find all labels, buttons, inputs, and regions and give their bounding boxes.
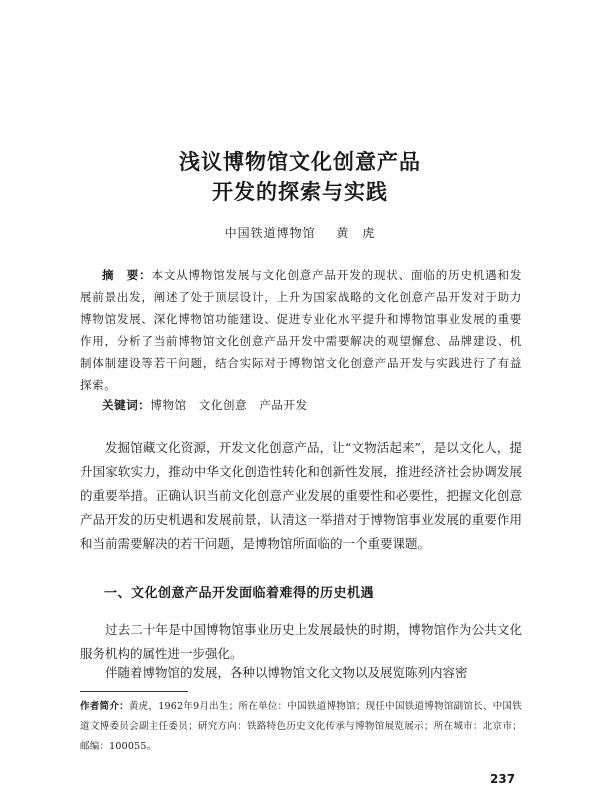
section-heading-1: 一、文化创意产品开发面临着难得的历史机遇 <box>104 586 375 601</box>
body-paragraph-2: 过去二十年是中国博物馆事业历史上发展最快的时期，博物馆作为公共文化服务机构的属性进一步强化。 <box>80 622 522 661</box>
article-title-line1: 浅议博物馆文化创意产品 <box>179 150 421 174</box>
page-number: 237 <box>490 772 516 786</box>
keywords-text: 博物馆 文化创意 产品开发 <box>150 398 308 412</box>
keywords-block <box>102 397 522 413</box>
abstract-label: 摘 要： <box>102 268 152 282</box>
author-affiliation: 中国铁道博物馆 <box>224 226 316 240</box>
abstract-text: 本文从博物馆发展与文化创意产品开发的现状、面临的历史机遇和发展前景出发，阐述了处于顶层设计，上升为国家战略的文化创意产品开发对于助力博物馆发展、深化博物馆功能建设、促进专业化水平提升和博物馆事业发展的重要作用，分析了当前博物馆文化创意产品开发中需要解决的观望懈怠、品牌建设、机制体制建设等若干问题，结合实际对于博物馆文化创意产品开发与实践进行了有益探索。 <box>80 268 523 392</box>
body-paragraph-1: 发掘馆藏文化资源，开发文化创意产品，让“文物活起来”，是以文化人，提升国家软实力，推动中华文化创造性转化和创新性发展，推进经济社会协调发展的重要举措。正确认识当前文化创意产业发展的重要性和必要性，把握文化创意产品开发的历史机遇和发展前景，认清这一举措对于博物馆事业发展的重要作用和当前需要解决的若干问题，是博物馆所面临的一个重要课题。 <box>80 440 522 551</box>
keywords-label: 关键词： <box>102 398 151 412</box>
footnote <box>80 697 522 757</box>
abstract-block <box>80 264 522 396</box>
author-name: 黄 虎 <box>336 226 376 240</box>
footnote-text: 黄虎，1962年9月出生；所在单位：中国铁道博物馆；现任中国铁道博物馆副馆长、中国铁道文博委员会副主任委员；研究方向：铁路特色历史文化传承与博物馆展览展示；所在城市：北京市；邮编：100055。 <box>80 701 522 752</box>
footnote-divider <box>80 691 188 692</box>
footnote-label: 作者简介： <box>80 701 129 712</box>
author-line <box>0 224 600 241</box>
article-title-line2: 开发的探索与实践 <box>212 180 388 204</box>
body-paragraph-3: 伴随着博物馆的发展，各种以博物馆文化文物以及展览陈列内容密 <box>105 665 468 680</box>
